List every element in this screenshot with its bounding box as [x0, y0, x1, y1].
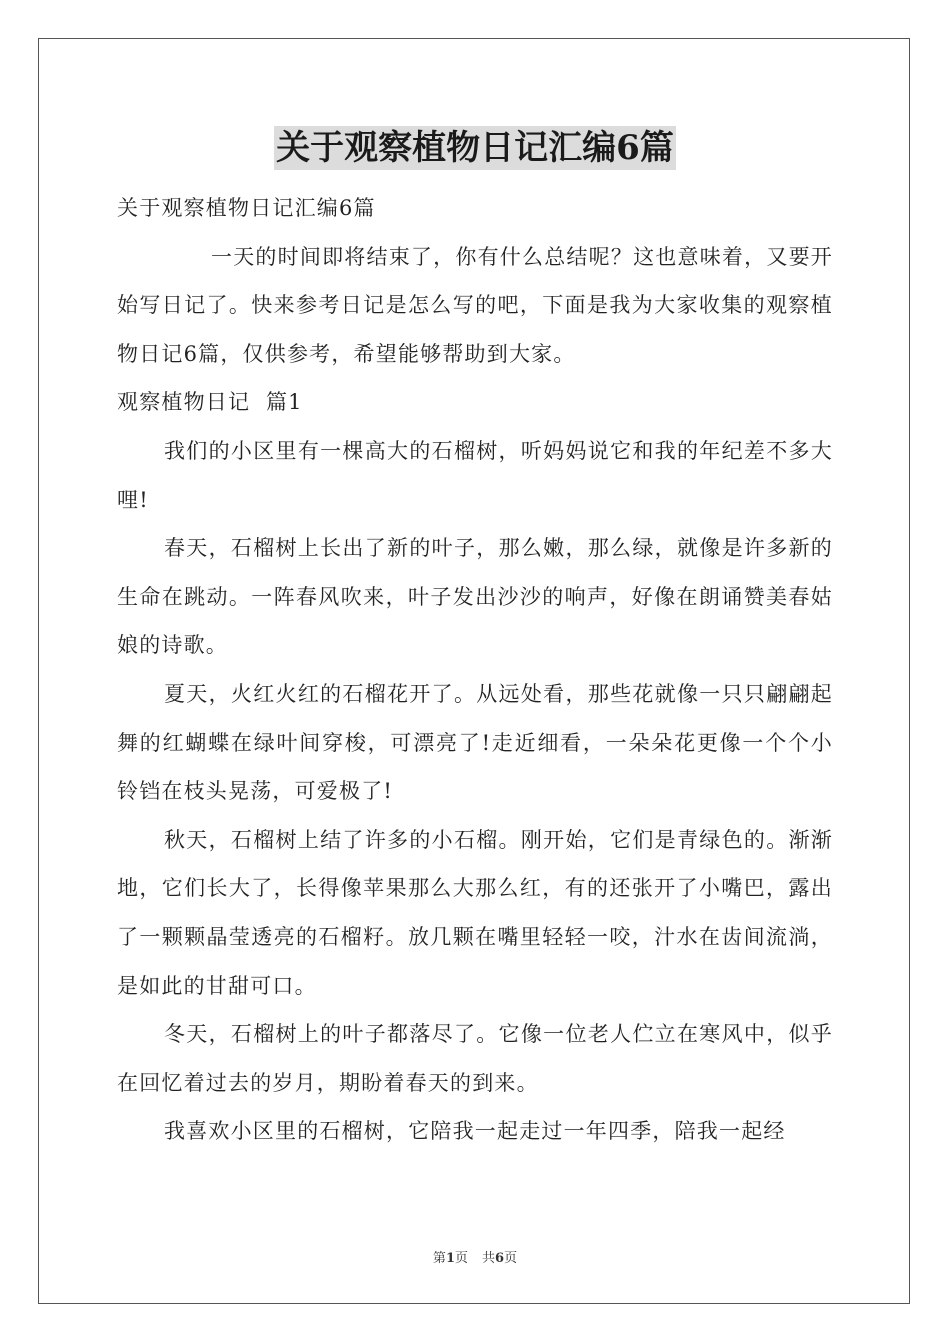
paragraph-closing: 我喜欢小区里的石榴树，它陪我一起走过一年四季，陪我一起经	[164, 1119, 786, 1144]
footer-page-prefix: 第	[432, 1251, 446, 1266]
section-heading: 观察植物日记 篇1	[117, 390, 303, 415]
document-body	[117, 184, 833, 1156]
footer-page-suffix: 页	[454, 1251, 468, 1266]
document-title: 关于观察植物日记汇编6篇	[276, 128, 674, 168]
paragraph-summer: 夏天，火红火红的石榴花开了。从远处看，那些花就像一只只翩翩起舞的红蝴蝶在绿叶间穿梭，可漂亮了!走近细看，一朵朵花更像一个个小铃铛在枝头晃荡，可爱极了!	[117, 681, 833, 804]
document-subtitle: 关于观察植物日记汇编6篇	[117, 196, 376, 220]
paragraph-autumn: 秋天，石榴树上结了许多的小石榴。刚开始，它们是青绿色的。渐渐地，它们长大了，长得像苹果那么大那么红，有的还张开了小嘴巴，露出了一颗颗晶莹透亮的石榴籽。放几颗在嘴里轻轻一咬，汁水在齿间流淌，是如此的甘甜可口。	[117, 827, 833, 998]
paragraph-winter: 冬天，石榴树上的叶子都落尽了。它像一位老人伫立在寒风中，似乎在回忆着过去的岁月，期盼着春天的到来。	[117, 1022, 833, 1095]
footer-page-number: 1	[445, 1251, 455, 1266]
footer-total-prefix: 共	[482, 1251, 496, 1266]
footer-total-pages: 6	[495, 1251, 505, 1266]
page-footer	[0, 1247, 950, 1266]
title-wrap	[0, 126, 950, 170]
intro-paragraph: 一天的时间即将结束了，你有什么总结呢？这也意味着，又要开始写日记了。快来参考日记是怎么写的吧，下面是我为大家收集的观察植物日记6篇，仅供参考，希望能够帮助到大家。	[117, 244, 833, 366]
paragraph-1: 我们的小区里有一棵高大的石榴树，听妈妈说它和我的年纪差不多大哩!	[117, 438, 833, 512]
paragraph-spring: 春天，石榴树上长出了新的叶子，那么嫩，那么绿，就像是许多新的生命在跳动。一阵春风吹来，叶子发出沙沙的响声，好像在朗诵赞美春姑娘的诗歌。	[117, 536, 833, 658]
footer-total-suffix: 页	[504, 1251, 518, 1266]
